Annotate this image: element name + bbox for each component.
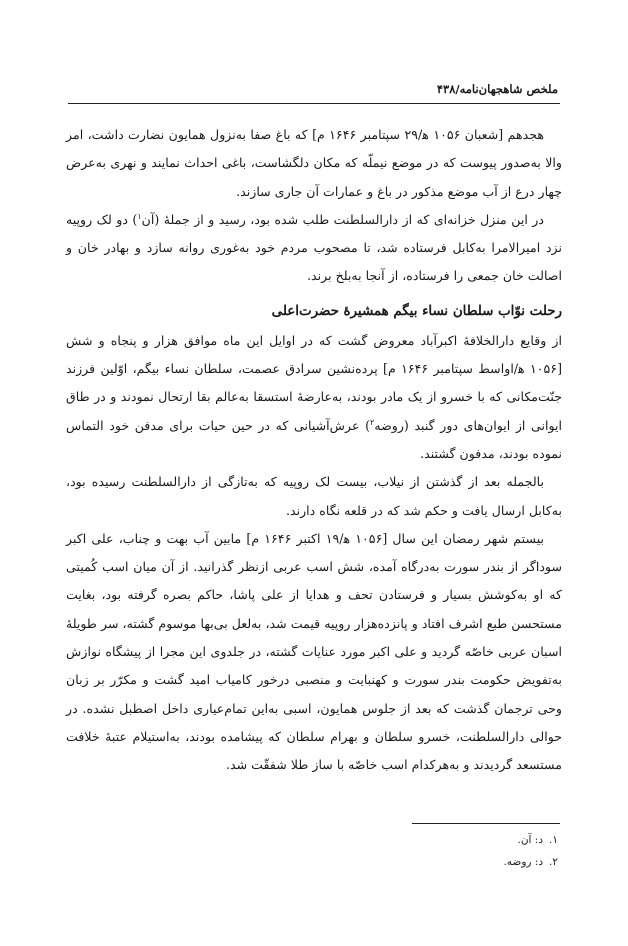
paragraph-5: بیستم شهر رمضان این سال [۱۰۵۶ ه‍/۱۹ اکتبر ۱۶۴۶ م] مابین آب بهت و چناب، علی اکبر سوداگر از بندر سورت به‌درگاه آمده، شش اسب عربی ازنظر گذرانید. از آن میان اسب کُمیتی که او به‌کوشش بسیار و فرستادن تحف و هدایا از علی پاشا، حاکم بصره گرفته بود، بغایت مستحسن طبع اشرف افتاد و پانزده‌هزار روپیه قیمت شد، به‌لعل بی‌بها موسوم گشته، سر طویلهٔ اسبان عربی خاصّه گردید و علی اکبر مورد عنایات گشته، در جلدوی این مجرا از پیشگاه نوازش به‌تفویض حکومت بندر سورت و کهنبایت و منصبی درخور کامیاب امید گشت و مکرّر بر زبان وحی ترجمان گذشت که بعد از جلوس همایون، اسبی به‌این تمام‌عیاری داخل اصطبل نشده. در حوالی دارالسلطنت، خسرو سلطان و بهرام سلطان که پیشامده بودند، به‌استیلام عتبهٔ خلافت مستسعد گردیدند و به‌هرکدام اسب خاصّه با ساز طلا شفقّت شد. (66, 530, 562, 773)
footnote-ref-2[interactable]: ۲ (370, 417, 375, 427)
header-rule (68, 103, 560, 104)
paragraph-3: از وقایع دارالخلافهٔ اکبرآباد معروض گشت که در اوایل این ماه موافق هزار و پنجاه و شش [۱۰۵۶ ه‍/اواسط سپتامبر ۱۶۴۶ م] پرده‌نشین سرادق عصمت، سلطان نساء بیگم، اوّلین فرزند جنّت‌مکانی که با خسرو از یک مادر بودند، به‌عارضهٔ استسقا به‌عالم بقا ارتحال نمودند و در طاق ایوانی از ایوان‌های دور گنبد (روضه$^۲$) عرش‌آشیانی که در حین حیات برای مدفن خود التماس نموده بودند، مدفون گشتند. (66, 332, 563, 461)
footnote-1 (503, 829, 558, 851)
footnote-text: د: آن. (517, 834, 544, 846)
running-header (437, 82, 558, 96)
footnote-2 (503, 851, 558, 873)
paragraph-2: در این منزل خزانه‌ای که از دارالسلطنت طلب شده بود، رسید و از جملهٔ (آن$^۱$) دو لک روپیه نزد امیرالامرا به‌کابل فرستاده شد، تا مصحوب مردم خود به‌غوری روانه سازد و بهادر خان و اصالت خان جمعی را فرستاده، از آنجا به‌بلخ برند. (66, 211, 562, 284)
section-heading: رحلت نوّاب سلطان نساء بیگم همشیرهٔ حضرت‌اعلی (271, 302, 562, 319)
body-text (66, 121, 562, 780)
paragraph-4: بالجمله بعد از گذشتن از نیلاب، بیست لک روپیه که به‌تازگی از دارالسلطنت رسیده بود، به‌کابل ارسال یافت و حکم شد که در قلعه نگاه دارند. (66, 474, 562, 518)
running-title: ملخص شاهجهان‌نامه (459, 82, 558, 96)
footnote-text: د: روضه. (503, 856, 544, 868)
footnotes (503, 829, 558, 873)
footnote-ref-1[interactable]: ۱ (137, 211, 142, 221)
page-number: /۴۳۸ (436, 82, 460, 96)
footnote-rule (412, 823, 560, 824)
footnote-number: ۲. (549, 856, 558, 868)
paragraph-1: هجدهم [شعبان ۱۰۵۶ ه‍/۲۹ سپتامبر ۱۶۴۶ م] که باغ صفا به‌نزول همایون نضارت داشت، امر والا به‌صدور پیوست که در موضع نیملّه که مکان دلگشاست، باغی احداث نمایند و نهری به‌عرض چهار درع از آب موضع مذکور در باغ و عمارات آن جاری سازند. (66, 127, 563, 199)
footnote-number: ۱. (549, 834, 558, 846)
